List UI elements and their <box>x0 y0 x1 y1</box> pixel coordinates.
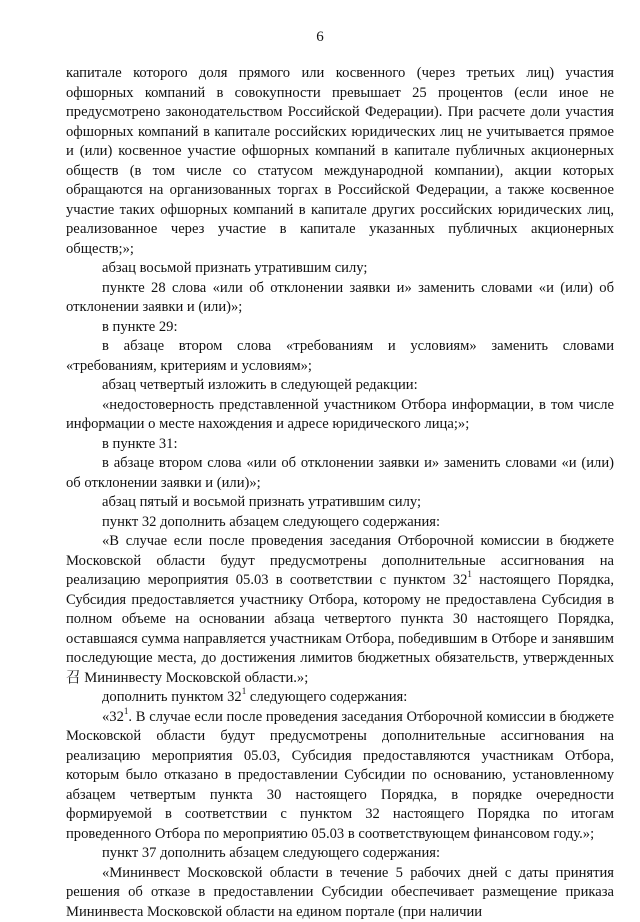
paragraph-text: «32 <box>102 709 124 725</box>
paragraph: абзац четвертый изложить в следующей редакции: <box>66 376 614 396</box>
paragraph: пункт 32 дополнить абзацем следующего содержания: <box>66 513 614 533</box>
paragraph: «Мининвест Московской области в течение 5 рабочих дней с даты принятия решения об отказе в предоставлении Субсидии обеспечивает размещение приказа Мининвеста Московской области на едином портале (при наличии <box>66 864 614 922</box>
paragraph: абзац восьмой признать утратившим силу; <box>66 259 614 279</box>
paragraph-text: . В случае если после проведения заседания Отборочной комиссии в бюджете Московской области будут предусмотрены дополнительные ассигнования на реализацию мероприятия 05.03, Субсидия предоставляются участникам Отбора, которым было отказано в предоставлении Субсидии по основанию, установленному абзацем четвертым пункта 30 настоящего Порядка, в порядке очередности формируемой в соответствии с пунктом 32 настоящего Порядка по итогам проведенного Отбора по мероприятию 05.03 в соответствующем финансовом году.»; <box>66 709 614 842</box>
superscript: 1 <box>467 569 472 579</box>
page-number: 6 <box>0 28 640 46</box>
paragraph: в абзаце втором слова «требованиям и условиям» заменить словами «требованиям, критериям и условиям»; <box>66 337 614 376</box>
paragraph-text: настоящего Порядка, Субсидия предоставляется участнику Отбора, которому не предоставлена Субсидия в полном объеме на основании абзаца четвертого пункта 30 настоящего Порядка, оставшаяся сумма направляется участникам Отбора, победившим в Отборе и занявшим последующие места, до достижения лимитов бюджетных обязательств, утвержденных召 Мининвесту Московской области.»; <box>66 572 614 686</box>
paragraph-text: следующего содержания: <box>246 689 407 705</box>
paragraph-text: дополнить пунктом 32 <box>102 689 242 705</box>
document-body <box>66 64 614 922</box>
paragraph-text: «В случае если после проведения заседания Отборочной комиссии в бюджете Московской области будут предусмотрены дополнительные ассигнования на реализацию мероприятия 05.03 в соответствии с пунктом 32 <box>66 533 614 588</box>
paragraph: в пункте 31: <box>66 435 614 455</box>
paragraph: пункте 28 слова «или об отклонении заявки и» заменить словами «и (или) об отклонении заявки и (или)»; <box>66 279 614 318</box>
paragraph <box>66 688 614 708</box>
paragraph: в абзаце втором слова «или об отклонении заявки и» заменить словами «и (или) об отклонении заявки и (или)»; <box>66 454 614 493</box>
paragraph <box>66 708 614 845</box>
paragraph: в пункте 29: <box>66 318 614 338</box>
paragraph: «недостоверность представленной участником Отбора информации, в том числе информации о месте нахождения и адресе юридического лица;»; <box>66 396 614 435</box>
superscript: 1 <box>242 686 247 696</box>
paragraph <box>66 532 614 688</box>
paragraph: капитале которого доля прямого или косвенного (через третьих лиц) участия офшорных компаний в совокупности превышает 25 процентов (если иное не предусмотрено законодательством Российской Федерации). При расчете доли участия офшорных компаний в капитале российских юридических лиц не учитывается прямое и (или) косвенное участие офшорных компаний в капитале публичных акционерных обществ (в том числе со статусом международной компании), акции которых обращаются на организованных торгах в Российской Федерации, а также косвенное участие таких офшорных компаний в капитале других российских юридических лиц, реализованное через участие в капитале указанных публичных акционерных обществ;»; <box>66 64 614 259</box>
paragraph: абзац пятый и восьмой признать утратившим силу; <box>66 493 614 513</box>
paragraph: пункт 37 дополнить абзацем следующего содержания: <box>66 844 614 864</box>
superscript: 1 <box>124 706 129 716</box>
